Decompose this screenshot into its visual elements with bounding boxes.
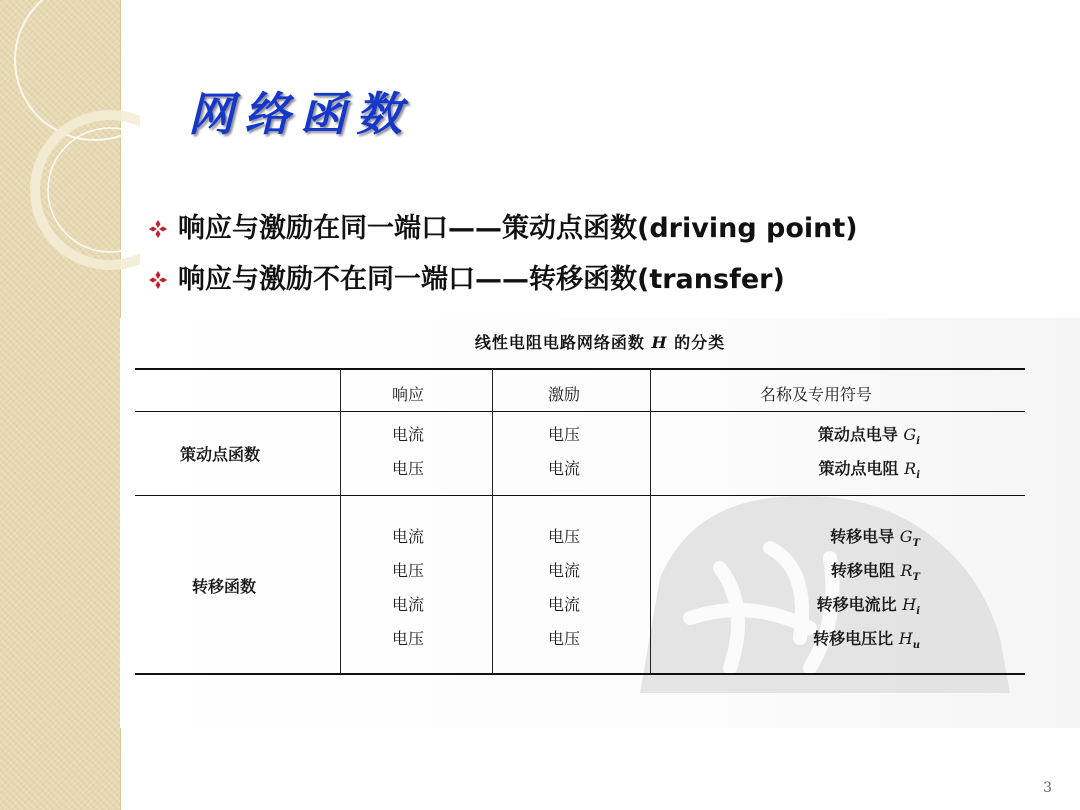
name-cell <box>720 554 920 588</box>
bullet-item <box>148 210 968 247</box>
diamond-bullet-icon <box>148 219 168 239</box>
table-top-rule <box>135 368 1025 370</box>
name-cell <box>720 520 920 554</box>
excitation-cell: 电压 <box>548 629 581 648</box>
bullet-text: 响应与激励在同一端口——策动点函数(driving point) <box>178 213 858 244</box>
function-symbol-subscript: T <box>912 572 920 584</box>
classification-table-figure <box>120 318 1080 728</box>
function-symbol: R <box>904 459 917 478</box>
name-column <box>720 418 920 486</box>
name-column <box>720 520 920 656</box>
excitation-cell: 电流 <box>548 459 581 478</box>
excitation-cell: 电压 <box>548 425 581 444</box>
response-cell: 电压 <box>392 561 425 580</box>
name-cell <box>720 622 920 656</box>
excitation-column <box>548 520 580 656</box>
function-name: 策动点电阻 <box>818 459 899 478</box>
function-symbol-subscript: T <box>912 538 920 550</box>
bullet-list <box>148 210 968 312</box>
table-header-rule <box>135 411 1025 412</box>
table-caption-symbol: H <box>651 333 668 352</box>
table-group-rule <box>135 495 1025 496</box>
header-excitation: 激励 <box>548 385 581 404</box>
bullet-text: 响应与激励不在同一端口——转移函数(transfer) <box>178 264 785 295</box>
header-name-symbol: 名称及专用符号 <box>760 385 873 404</box>
table-bottom-rule <box>135 673 1025 675</box>
header-response: 响应 <box>392 385 425 404</box>
response-cell: 电压 <box>392 459 425 478</box>
response-column <box>392 520 424 656</box>
name-cell <box>720 418 920 452</box>
excitation-column <box>548 418 580 486</box>
decorative-rings <box>0 0 140 300</box>
function-symbol-subscript: i <box>916 436 920 448</box>
function-symbol: H <box>898 629 913 648</box>
function-symbol: H <box>902 595 917 614</box>
slide-title: 网络函数 <box>188 87 412 141</box>
function-symbol-subscript: i <box>916 470 920 482</box>
table-col-separator <box>492 369 493 673</box>
function-symbol-subscript: i <box>916 606 920 618</box>
table-col-separator <box>650 369 651 673</box>
table-caption <box>120 330 1080 353</box>
name-cell <box>720 588 920 622</box>
function-symbol-subscript: u <box>912 640 920 652</box>
response-cell: 电压 <box>392 629 425 648</box>
response-cell: 电流 <box>392 595 425 614</box>
page-number: 3 <box>1043 780 1052 796</box>
function-name: 转移电阻 <box>830 561 895 580</box>
name-cell <box>720 452 920 486</box>
function-symbol: R <box>900 561 913 580</box>
response-cell: 电流 <box>392 527 425 546</box>
excitation-cell: 电流 <box>548 561 581 580</box>
function-name: 转移电导 <box>830 527 895 546</box>
function-name: 转移电流比 <box>816 595 897 614</box>
table-caption-prefix: 线性电阻电路网络函数 <box>474 333 645 352</box>
excitation-cell: 电流 <box>548 595 581 614</box>
diamond-bullet-icon <box>148 270 168 290</box>
excitation-cell: 电压 <box>548 527 581 546</box>
function-symbol: G <box>903 425 917 444</box>
function-name: 策动点电导 <box>817 425 898 444</box>
table-col-separator <box>340 369 341 673</box>
bullet-item <box>148 261 968 298</box>
response-column <box>392 418 424 486</box>
response-cell: 电流 <box>392 425 425 444</box>
group-label: 策动点函数 <box>180 445 261 464</box>
function-symbol: G <box>899 527 913 546</box>
table-caption-suffix: 的分类 <box>674 333 726 352</box>
group-label: 转移函数 <box>192 577 257 596</box>
function-name: 转移电压比 <box>813 629 894 648</box>
